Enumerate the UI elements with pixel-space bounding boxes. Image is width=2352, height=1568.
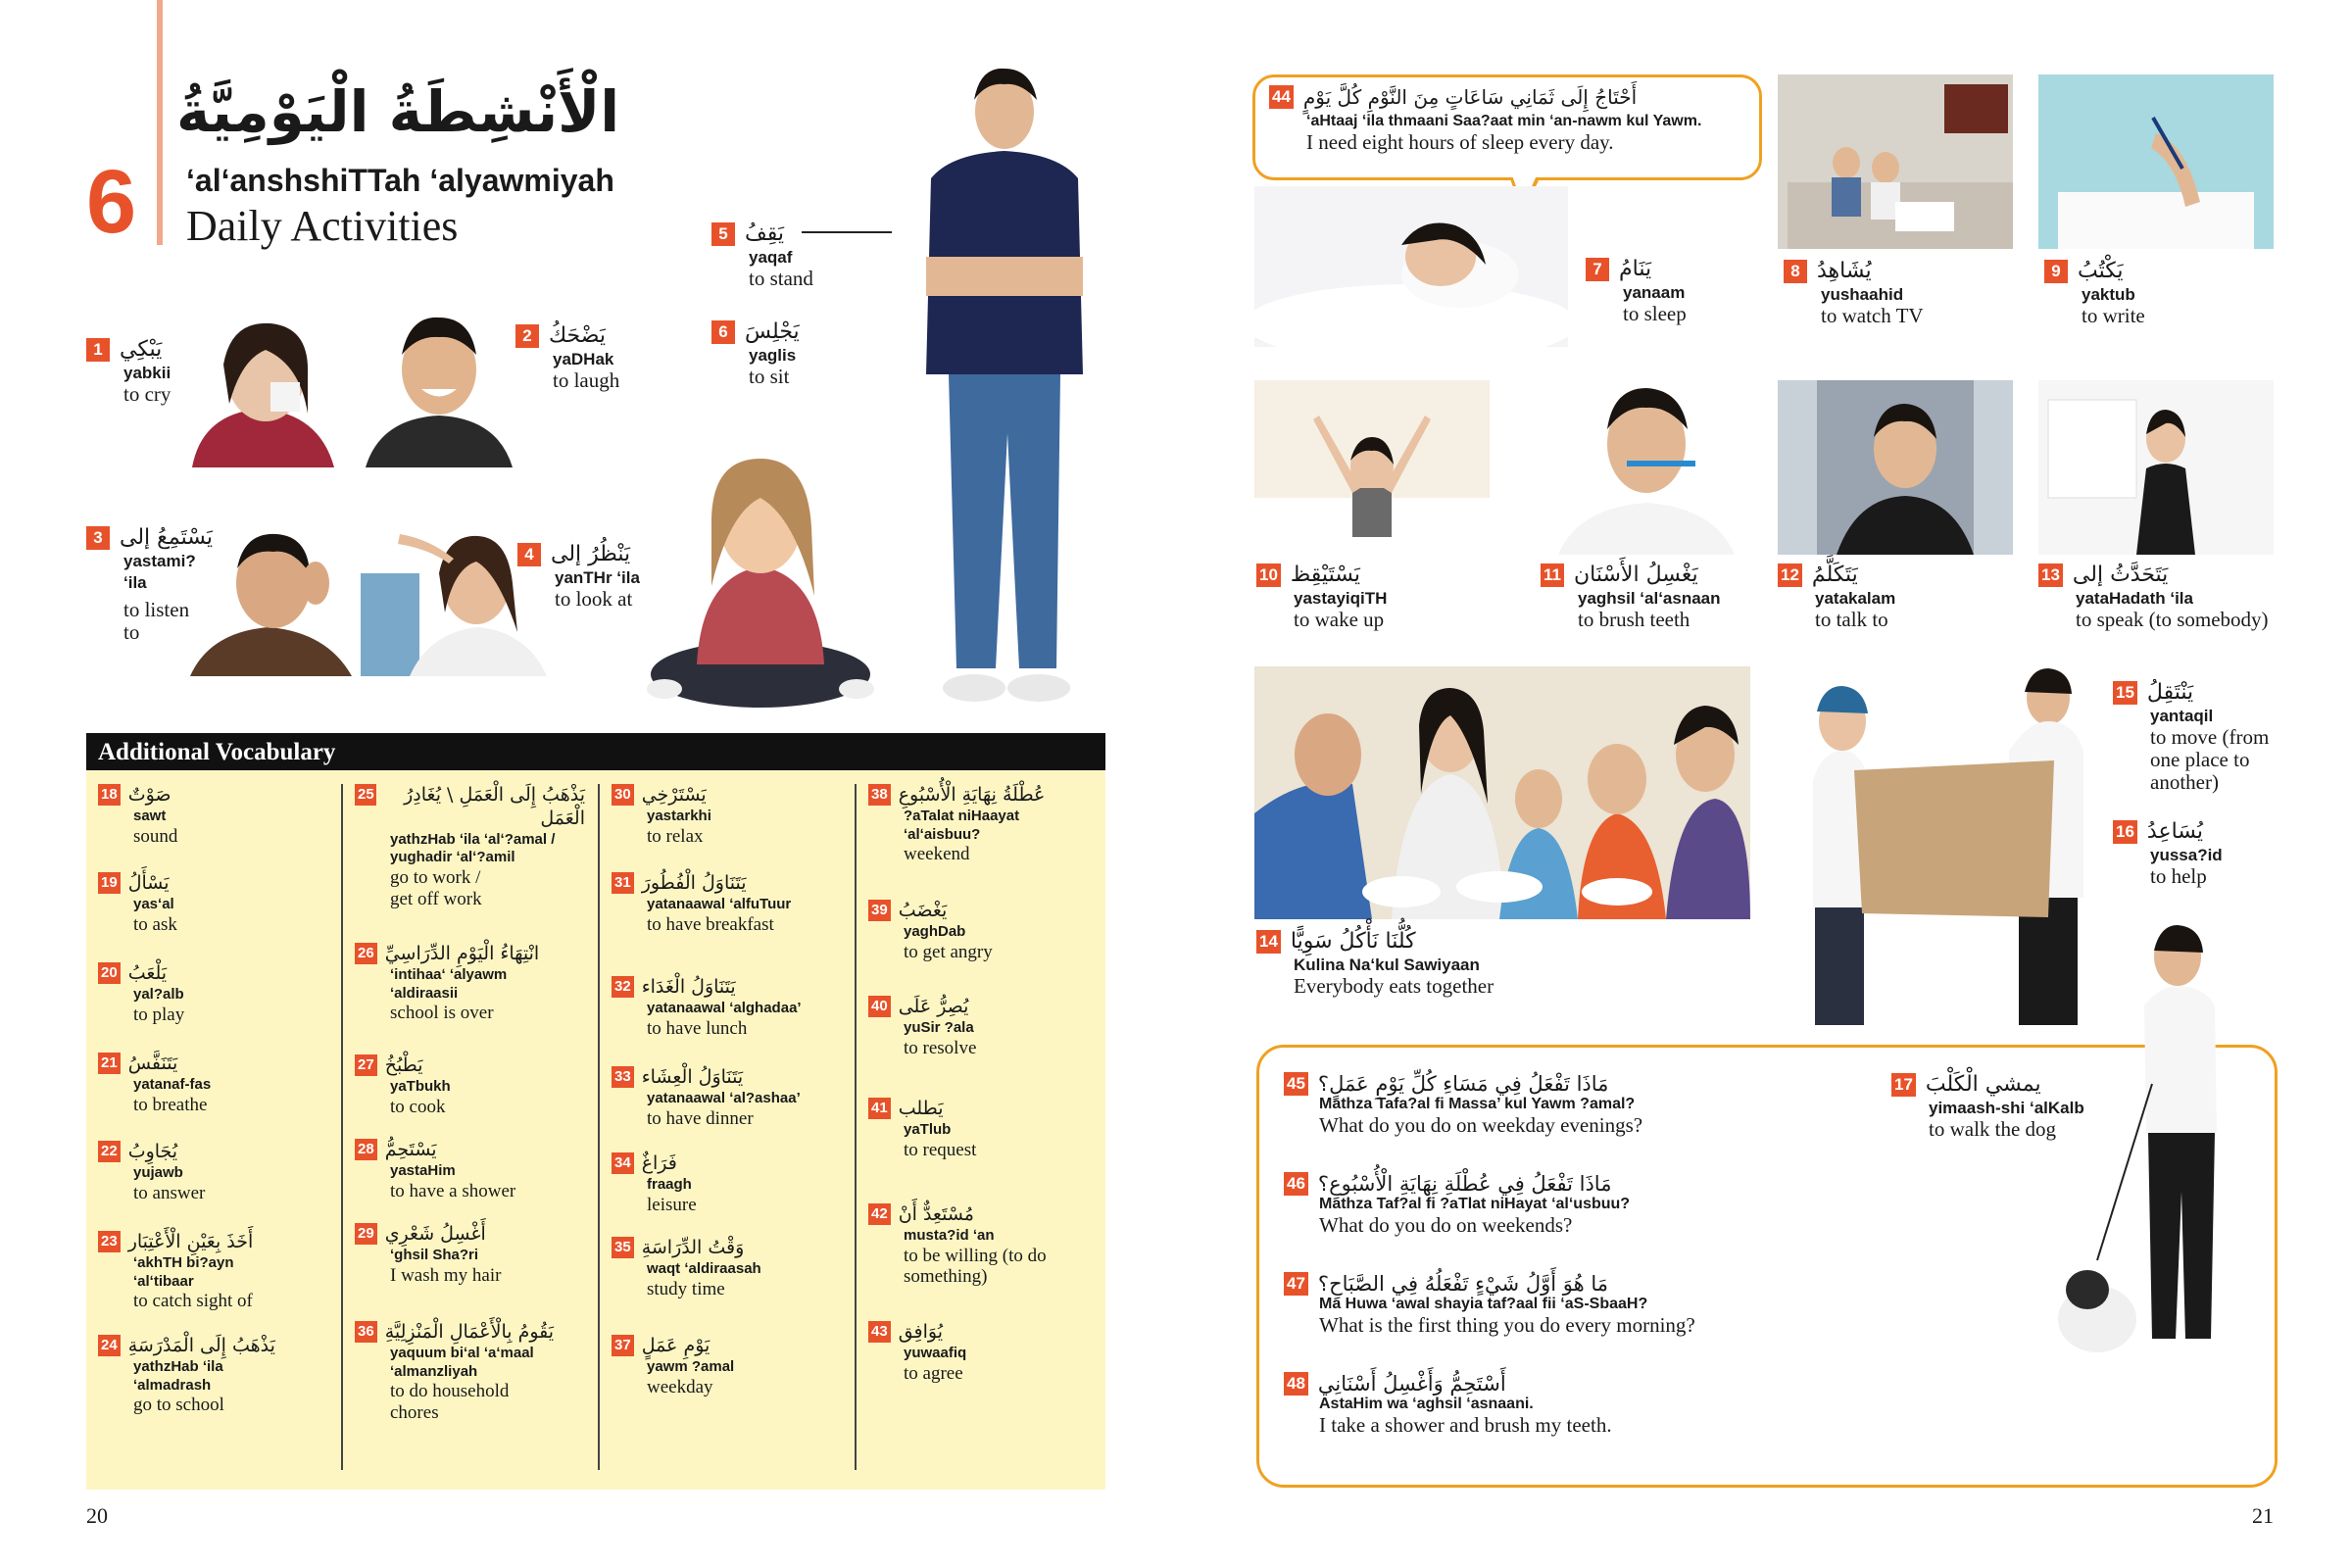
vocab-number: 30: [612, 784, 634, 806]
vocab-number: 1: [86, 338, 110, 362]
vocab-arabic: يَسْتَيْقِظ: [1290, 563, 1360, 587]
vocab-transliteration: yaquum biʻal ʻaʻmaal: [390, 1344, 534, 1361]
vocab-3: [86, 525, 213, 644]
additional-vocab-item: [355, 1054, 585, 1117]
sentence-arabic: مَاذَا تَفْعَلُ فِي مَسَاءِ كُلِّ يَوْمِ عَمَلٍ؟: [1317, 1072, 1609, 1096]
vocab-transliteration: yastaHim: [390, 1161, 456, 1179]
vocab-arabic: يَطْبُخُ: [384, 1054, 423, 1076]
vocab-arabic: يَغْضَبُ: [898, 900, 948, 921]
sentence-number: 46: [1284, 1172, 1308, 1196]
photo-walking-dog: [2058, 917, 2254, 1378]
vocab-transliteration: ʻaldiraasii: [390, 984, 459, 1002]
photo-watching-tv: [1778, 74, 2013, 249]
vocab-1: [86, 337, 171, 406]
vocab-english: Everybody eats together: [1294, 974, 1494, 998]
photo-laughing-man: [361, 306, 517, 467]
vocab-arabic: يَتَنَاوَلُ الْفُطُورَ: [641, 872, 747, 894]
sentence-number: 45: [1284, 1072, 1308, 1096]
vocab-6: [711, 319, 800, 388]
vocab-transliteration: yaghDab: [904, 922, 966, 940]
additional-vocab-item: [98, 872, 328, 935]
vocab-transliteration: ʻalmanzliyah: [390, 1362, 478, 1380]
vocab-arabic: يَسْتَرْخِي: [641, 784, 707, 806]
question-item: [1284, 1072, 1642, 1138]
additional-vocab-item: [355, 1139, 585, 1201]
additional-vocab-item: [355, 784, 585, 910]
vocab-transliteration: yaTlub: [904, 1120, 952, 1138]
vocab-transliteration: yataHadath ʻila: [2076, 589, 2193, 608]
vocab-english: to answer: [133, 1182, 206, 1203]
vocab-arabic: يُصِرُّ عَلَى: [898, 996, 969, 1017]
vocab-english: to cry: [123, 382, 172, 406]
vocab-english: to talk to: [1815, 608, 1888, 631]
vocab-4: [517, 542, 640, 611]
sentence-transliteration: Mathza Tafa?al fi Massa’ kul Yawm ?amal?: [1319, 1096, 1636, 1112]
vocab-transliteration: yussa?id: [2150, 846, 2223, 864]
vocab-number: 10: [1256, 564, 1281, 587]
vocab-transliteration: yaghsil ʻalʻasnaan: [1578, 589, 1721, 608]
vocab-english: to request: [904, 1139, 977, 1160]
vocab-arabic: مُسْتَعِدٌّ أَنْ: [898, 1203, 974, 1225]
vocab-arabic: يَلْعَبُ: [127, 962, 168, 984]
vocab-arabic: يَنْظُرُ إلى: [551, 542, 631, 566]
additional-vocab-item: [98, 1053, 328, 1115]
sentence-english: I take a shower and brush my teeth.: [1319, 1413, 1612, 1437]
vocab-number: 22: [98, 1141, 121, 1162]
vocab-transliteration: musta?id ʻan: [904, 1226, 995, 1244]
additional-vocab-item: [612, 1152, 842, 1215]
vocab-number: 20: [98, 962, 121, 984]
additional-vocab-item: [98, 1141, 328, 1203]
vocab-transliteration: yantaqil: [2150, 707, 2214, 725]
vocab-english: to have breakfast: [647, 913, 774, 935]
page-number-right: 21: [2252, 1503, 2274, 1528]
vocab-transliteration: yabkii: [123, 364, 172, 382]
vocab-transliteration: yastayiqiTH: [1294, 589, 1388, 608]
vocab-english: to ask: [133, 913, 177, 935]
vocab-english: to listen: [123, 598, 190, 621]
vocab-transliteration: yaqaf: [749, 248, 793, 267]
additional-vocab-item: [868, 900, 1099, 962]
vocab-english: to laugh: [553, 368, 620, 392]
vocab-arabic: يُشَاهِدُ: [1817, 259, 1872, 283]
vocab-11: [1541, 563, 1721, 631]
vocab-transliteration: ʻintihaaʻ ʻalyawm: [390, 965, 508, 983]
vocab-number: 29: [355, 1223, 377, 1245]
vocab-17: [1891, 1072, 2084, 1141]
sentence-transliteration: AstaHim wa ʻaghsil ʻasnaani.: [1319, 1396, 1534, 1412]
vocab-transliteration: yathzHab ʻila ʻalʻ?amal /: [390, 830, 556, 848]
vocab-transliteration: yasʻal: [133, 895, 174, 912]
vocab-number: 17: [1891, 1073, 1916, 1097]
photo-waking-up: [1254, 380, 1490, 555]
vocab-arabic: أَغْسِلُ شَعْرِي: [384, 1223, 486, 1245]
sentence-number: 47: [1284, 1272, 1308, 1296]
vocab-number: 43: [868, 1321, 891, 1343]
additional-vocab-item: [868, 1321, 1099, 1384]
vocab-transliteration: yuSir ?ala: [904, 1018, 974, 1036]
vocab-english: leisure: [647, 1194, 697, 1215]
vocab-transliteration: yanTHr ʻila: [555, 568, 640, 587]
column-divider: [341, 784, 343, 1470]
additional-vocab-item: [98, 784, 328, 847]
vocab-arabic: وَقْتُ الدِّرَاسَةِ: [641, 1237, 745, 1258]
vocab-english: to cook: [390, 1096, 446, 1117]
additional-vocab-item: [355, 1223, 585, 1286]
vocab-number: 2: [515, 324, 539, 348]
sentence-english: What is the first thing you do every morning?: [1319, 1313, 1695, 1337]
vocab-english: study time: [647, 1278, 725, 1299]
speech-bubble: [1252, 74, 1762, 180]
vocab-number: 42: [868, 1203, 891, 1225]
vocab-number: 25: [355, 784, 376, 806]
vocab-arabic: يَتَنَفَّسُ: [127, 1053, 178, 1074]
vocab-number: 19: [98, 872, 121, 894]
vocab-8: [1784, 259, 1924, 327]
vocab-number: 3: [86, 526, 110, 550]
vocab-number: 21: [98, 1053, 121, 1074]
vocab-arabic: يَقِفُ: [745, 221, 785, 246]
vocab-arabic: يَجْلِسَ: [745, 319, 800, 344]
vocab-arabic: انْتِهَاءُ الْيَوْمِ الدِّرَاسِيِّ: [384, 943, 540, 964]
vocab-arabic: يُوَافِق: [898, 1321, 943, 1343]
page-number-left: 20: [86, 1503, 108, 1528]
vocab-english: to write: [2082, 304, 2145, 327]
vocab-transliteration: yaTbukh: [390, 1077, 451, 1095]
chapter-title-english: Daily Activities: [186, 202, 459, 250]
vocab-number: 33: [612, 1066, 634, 1088]
vocab-7: [1586, 257, 1687, 325]
vocab-arabic: أَخَذَ بِعَيْنِ الْأَعْتِبَار: [127, 1231, 254, 1252]
vocab-number: 41: [868, 1098, 891, 1119]
vocab-14: [1256, 929, 1494, 998]
vocab-transliteration: yal?alb: [133, 985, 184, 1003]
vocab-number: 12: [1778, 564, 1802, 587]
vocab-english: weekend: [904, 844, 970, 865]
vocab-arabic: يَذْهَبُ إِلَى الْعَمَلِ \ يُغَادِرُ الْعَمَل: [404, 784, 585, 829]
additional-vocab-item: [612, 872, 842, 935]
chapter-title-arabic: الْأَنْشِطَةُ الْيَوْمِيَّةُ: [176, 78, 620, 145]
vocab-number: 35: [612, 1237, 634, 1258]
vocab-english-2: one place to: [2150, 748, 2250, 772]
vocab-english: to walk the dog: [1929, 1117, 2057, 1141]
vocab-transliteration: Kulina Naʻkul Sawiyaan: [1294, 956, 1480, 974]
vocab-english: to help: [2150, 864, 2207, 888]
vocab-transliteration: yaktub: [2082, 285, 2135, 304]
vocab-number: 23: [98, 1231, 121, 1252]
sentence-arabic: أَحْتَاجُ إِلَى ثَمَانِي سَاعَاتٍ مِنَ النَّوْمِ كُلَّ يَوْمٍ: [1302, 85, 1638, 109]
vocab-english: chores: [390, 1402, 439, 1424]
photo-presenting: [2038, 380, 2274, 555]
vocab-5: [711, 221, 813, 290]
question-item: [1284, 1372, 1612, 1438]
question-item: [1284, 1272, 1695, 1338]
vocab-number: 31: [612, 872, 634, 894]
vocab-english: to sit: [749, 365, 790, 388]
vocab-transliteration: yuwaafiq: [904, 1344, 967, 1361]
vocab-transliteration: yatanaawal ʻal?ashaa’: [647, 1089, 801, 1106]
vocab-english-3: another): [2150, 770, 2219, 795]
photo-crying-girl: [172, 306, 349, 467]
additional-vocab-item: [868, 784, 1099, 865]
vocab-transliteration: yushaahid: [1821, 285, 1904, 304]
vocab-english: school is over: [390, 1003, 494, 1024]
vocab-english: get off work: [390, 888, 482, 909]
vocab-arabic: يَتَحَدَّثُ إلى: [2072, 563, 2169, 587]
vocab-english: to do household: [390, 1381, 510, 1402]
question-item: [1284, 1172, 1630, 1238]
sentence-english: What do you do on weekends?: [1319, 1213, 1573, 1237]
vocab-transliteration: ʻalmadrash: [133, 1376, 212, 1394]
sentence-transliteration: ʻaHtaaj ʻila thmaani Saa?aat min ʻan-nawm kul Yawm.: [1306, 113, 1702, 129]
vocab-arabic: يَبْكِي: [120, 337, 163, 362]
vocab-arabic: يَغْسِلُ الأَسْنَان: [1574, 563, 1698, 587]
vocab-arabic: يَتَكَلَّمُ: [1811, 563, 1858, 587]
photo-writing: [2038, 74, 2274, 249]
sentence-arabic: أَسْتَحِمُّ وَأَغْسِلُ أَسْنَانِي: [1317, 1372, 1506, 1396]
vocab-number: 14: [1256, 930, 1281, 954]
vocab-arabic: يَسْتَحِمُّ: [384, 1139, 437, 1160]
vocab-transliteration: ?aTalat niHaayat: [904, 807, 1020, 824]
vocab-number: 11: [1541, 564, 1564, 587]
vocab-transliteration: ʻalʻtibaar: [133, 1272, 194, 1290]
vocab-transliteration: ʻghsil Sha?ri: [390, 1246, 479, 1263]
additional-vocab-item: [355, 943, 585, 1024]
vocab-transliteration: yimaash-shi ʻalKalb: [1929, 1099, 2084, 1117]
additional-vocab-item: [868, 996, 1099, 1058]
vocab-english: to resolve: [904, 1037, 977, 1058]
vocab-arabic: يَذْهَبُ إِلَى الْمَدْرَسَةِ: [127, 1335, 275, 1356]
vocab-transliteration: yatakalam: [1815, 589, 1896, 608]
vocab-arabic: عُطْلَةُ نِهَايَةِ الْأُسْبُوعِ: [898, 784, 1046, 806]
chapter-number: 6: [86, 152, 137, 252]
vocab-english-2: to: [123, 620, 140, 645]
additional-vocab-item: [98, 962, 328, 1025]
vocab-arabic: يَضْحَكُ: [549, 323, 606, 348]
photo-family-eating: [1254, 666, 1750, 919]
additional-vocab-item: [98, 1231, 328, 1312]
vocab-transliteration: yujawb: [133, 1163, 183, 1181]
vocab-english: go to work /: [390, 867, 481, 888]
vocab-12: [1778, 563, 1895, 631]
vocab-number: 15: [2113, 681, 2137, 705]
additional-vocab-item: [98, 1335, 328, 1416]
vocab-arabic: يَسْتَمِعُ إلى: [120, 525, 213, 550]
photo-brushing-teeth: [1539, 370, 1754, 555]
vocab-arabic: يَتَنَاوَلُ الْعِشَاء: [641, 1066, 744, 1088]
vocab-english: I wash my hair: [390, 1264, 502, 1286]
vocab-english: to play: [133, 1004, 185, 1025]
additional-vocab-item: [868, 1098, 1099, 1160]
vocab-arabic: يَقُومُ بِالْأَعْمَالِ الْمَنْزِلِيَّةِ: [384, 1321, 555, 1343]
vocab-transliteration: yughadir ʻalʻ?amil: [390, 849, 515, 866]
vocab-number: 18: [98, 784, 121, 806]
vocab-arabic: يَنَامُ: [1619, 257, 1652, 281]
vocab-english: weekday: [647, 1376, 713, 1397]
vocab-arabic: فَرَاغٌ: [641, 1152, 677, 1174]
sentence-transliteration: Mathza Taf?al fi ?aTlat niHayat ʻalʻusbuu?: [1319, 1196, 1631, 1212]
vocab-2: [515, 323, 619, 392]
vocab-number: 36: [355, 1321, 377, 1343]
sentence-arabic: مَا هُوَ أَوَّلُ شَيْءٍ تَفْعَلُهُ فِي الصَّبَاحِ؟: [1317, 1272, 1608, 1296]
vocab-number: 8: [1784, 260, 1807, 283]
vocab-transliteration: yawm ?amal: [647, 1357, 735, 1375]
vocab-number: 32: [612, 976, 634, 998]
vocab-number: 24: [98, 1335, 121, 1356]
vocab-arabic: يمشي الْكَلْبَ: [1925, 1072, 2041, 1097]
vocab-number: 16: [2113, 820, 2137, 844]
additional-vocab-item: [612, 1335, 842, 1397]
additional-vocab-item: [612, 784, 842, 847]
vocab-arabic: يَطلب: [898, 1098, 944, 1119]
vocab-number: 34: [612, 1152, 634, 1174]
vocab-transliteration-2: ʻila: [123, 573, 147, 592]
vocab-number: 40: [868, 996, 891, 1017]
column-divider: [855, 784, 857, 1470]
vocab-transliteration: yatanaawal ʻalfuTuur: [647, 895, 792, 912]
vocab-arabic: يَنْتَقِلُ: [2146, 680, 2194, 705]
vocab-arabic: يَكْتُبُ: [2078, 259, 2124, 283]
title-accent-bar: [157, 0, 163, 245]
vocab-english: something): [904, 1266, 988, 1288]
vocab-transliteration: ʻakhTH bi?ayn: [133, 1253, 234, 1271]
additional-vocab-item: [612, 1066, 842, 1129]
vocab-arabic: يَوْمِ عَمَلٍ: [641, 1335, 710, 1356]
photo-phone-call: [1778, 380, 2013, 555]
vocab-english: to speak (to somebody): [2076, 608, 2269, 631]
vocab-arabic: يُسَاعِدُ: [2146, 819, 2204, 844]
vocab-english: to have a shower: [390, 1180, 516, 1201]
vocab-english: to relax: [647, 825, 704, 847]
vocab-transliteration: yaDHak: [553, 350, 614, 368]
vocab-10: [1256, 563, 1387, 631]
vocab-number: 27: [355, 1054, 377, 1076]
vocab-english: to have dinner: [647, 1107, 754, 1129]
sentence-english: I need eight hours of sleep every day.: [1306, 130, 1614, 154]
photo-standing-man: [892, 61, 1117, 717]
vocab-transliteration: yastami?: [123, 552, 196, 570]
vocab-number: 37: [612, 1335, 634, 1356]
vocab-transliteration: yatanaf-fas: [133, 1075, 212, 1093]
vocab-english: to catch sight of: [133, 1291, 253, 1312]
vocab-english: sound: [133, 825, 178, 847]
vocab-number: 38: [868, 784, 891, 806]
additional-vocab-item: [868, 1203, 1099, 1288]
vocab-number: 5: [711, 222, 735, 246]
additional-vocab-item: [612, 1237, 842, 1299]
vocab-15: [2113, 680, 2269, 794]
vocab-english: to watch TV: [1821, 304, 1924, 327]
sentence-english: What do you do on weekday evenings?: [1319, 1113, 1643, 1137]
vocab-16: [2113, 819, 2223, 888]
additional-vocab-item: [612, 976, 842, 1039]
vocab-number: 26: [355, 943, 377, 964]
vocab-arabic: كُلُّنَا نَأْكُلُ سَوِيًّا: [1290, 929, 1416, 954]
vocab-number: 4: [517, 543, 541, 566]
vocab-english: to have lunch: [647, 1017, 748, 1039]
additional-vocab-heading: Additional Vocabulary: [86, 733, 1105, 770]
vocab-number: 13: [2038, 564, 2063, 587]
vocab-9: [2044, 259, 2145, 327]
vocab-english: to move (from: [2150, 725, 2270, 749]
sentence-arabic: مَاذَا تَفْعَلُ فِي عُطْلَةِ نِهَايَةِ الْأُسْبُوعِ؟: [1317, 1172, 1612, 1196]
vocab-english: to look at: [555, 587, 633, 611]
vocab-transliteration: waqt ʻaldiraasah: [647, 1259, 761, 1277]
additional-vocab-item: [355, 1321, 585, 1424]
vocab-arabic: يَسْأَلُ: [127, 872, 170, 894]
vocab-number: 9: [2044, 260, 2068, 283]
sentence-number: 44: [1269, 85, 1294, 109]
vocab-english: to get angry: [904, 941, 993, 962]
vocab-english: to stand: [749, 267, 813, 290]
vocab-number: 6: [711, 320, 735, 344]
vocab-transliteration: ʻalʻaisbuu?: [904, 825, 981, 843]
vocab-arabic: صَوْتٌ: [127, 784, 172, 806]
vocab-number: 7: [1586, 258, 1609, 281]
vocab-transliteration: yanaam: [1623, 283, 1686, 302]
vocab-english: to brush teeth: [1578, 608, 1690, 631]
vocab-english: to wake up: [1294, 608, 1385, 631]
vocab-number: 39: [868, 900, 891, 921]
vocab-english: to breathe: [133, 1094, 208, 1115]
vocab-transliteration: yastarkhi: [647, 807, 711, 824]
vocab-arabic: يَتَنَاوَلُ الْغَدَاء: [641, 976, 736, 998]
vocab-transliteration: sawt: [133, 807, 167, 824]
chapter-title-transliteration: ʻalʻanshshiTTah ʻalyawmiyah: [186, 163, 614, 198]
sentence-transliteration: Ma Huwa ʻawal shayia taf?aal fii ʻaS-SbaaH?: [1319, 1296, 1648, 1312]
vocab-transliteration: yatanaawal ʻalghadaa’: [647, 999, 802, 1016]
vocab-transliteration: yathzHab ʻila: [133, 1357, 223, 1375]
vocab-arabic: يُجَاوِبُ: [127, 1141, 178, 1162]
vocab-13: [2038, 563, 2269, 631]
photo-sleeping-woman: [1254, 186, 1568, 347]
vocab-english: to be willing (to do: [904, 1245, 1047, 1266]
vocab-number: 28: [355, 1139, 377, 1160]
vocab-english: to agree: [904, 1362, 963, 1384]
photo-sitting-girl: [643, 429, 878, 713]
sentence-number: 48: [1284, 1372, 1308, 1396]
column-divider: [598, 784, 600, 1470]
vocab-transliteration: yaglis: [749, 346, 797, 365]
vocab-english: go to school: [133, 1395, 224, 1416]
vocab-english: to sleep: [1623, 302, 1687, 325]
vocab-transliteration: fraagh: [647, 1175, 692, 1193]
